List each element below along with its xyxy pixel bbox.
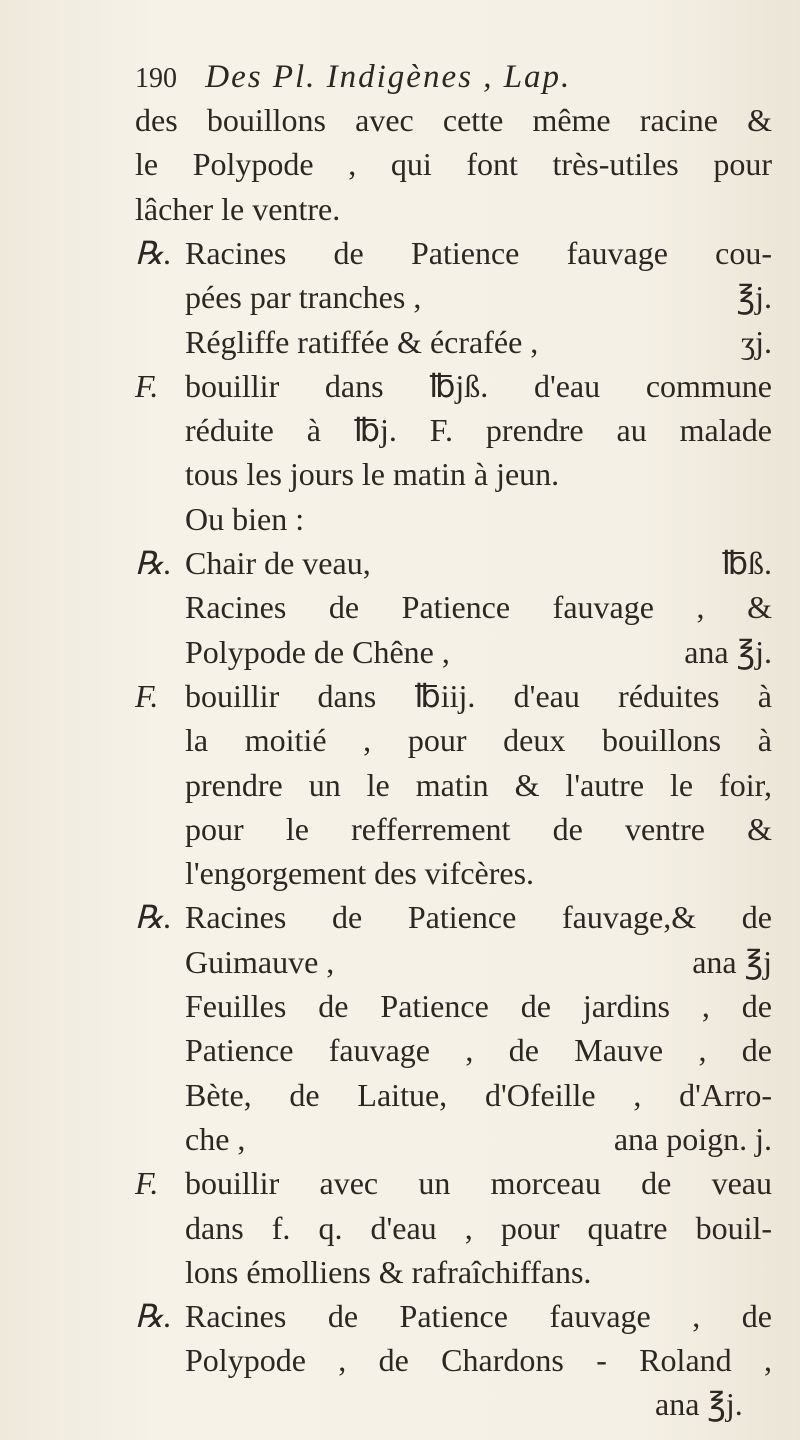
text-line <box>185 1117 772 1161</box>
fiat-mark: F. <box>135 1165 159 1202</box>
line-text: prendre un le matin & l'autre le foir, <box>185 766 772 803</box>
line-text: Polypode de Chêne , <box>185 633 450 670</box>
text-line <box>135 231 772 275</box>
line-text: Guimauve , <box>185 943 335 980</box>
text-line <box>185 320 772 364</box>
text-line <box>135 1161 772 1205</box>
line-text: Racines de Patience fauvage , de <box>185 1298 772 1335</box>
text-line <box>185 984 772 1028</box>
quantity: ℥j. <box>736 279 772 316</box>
text-line <box>135 1294 772 1338</box>
fiat-mark: F. <box>135 677 159 714</box>
line-text: Feuilles de Patience de jardins , de <box>185 988 772 1024</box>
running-header <box>135 52 735 102</box>
text-line <box>185 1250 772 1294</box>
quantity: ʒj. <box>740 323 772 360</box>
text-line <box>185 1028 772 1072</box>
text-line <box>185 408 772 452</box>
text-line <box>185 940 772 984</box>
text-line <box>135 142 772 186</box>
quantity: ana ℥j <box>692 943 772 980</box>
recipe-mark: ℞. <box>135 545 172 581</box>
text-line <box>185 718 772 762</box>
text-line <box>185 497 772 541</box>
text-line <box>185 851 772 895</box>
line-text: le Polypode , qui font très-utiles pour <box>135 146 772 183</box>
line-text: dans f. q. d'eau , pour quatre bouil- <box>185 1209 772 1246</box>
line-text: pées par tranches , <box>185 279 422 316</box>
line-text: Bète, de Laitue, d'Ofeille , d'Arro- <box>185 1076 772 1113</box>
text-line <box>185 630 772 674</box>
line-text: la moitié , pour deux bouillons à <box>185 722 772 759</box>
quantity: ℔ß. <box>721 545 772 581</box>
line-text: che , <box>185 1120 246 1157</box>
line-text: Polypode , de Chardons - Roland , <box>185 1342 772 1379</box>
line-text: Chair de veau, <box>185 545 371 581</box>
text-line <box>135 674 772 718</box>
page-number: 190 <box>135 63 177 94</box>
line-text: Racines de Patience fauvage cou- <box>185 234 772 271</box>
text-line <box>185 585 772 629</box>
text-line <box>135 187 772 231</box>
line-text: Ou bien : <box>185 500 305 537</box>
fiat-mark: F. <box>135 367 159 404</box>
line-text: Racines de Patience fauvage,& de <box>185 899 772 936</box>
recipe-mark: ℞. <box>135 899 172 936</box>
line-text: Régliffe ratiffée & écrafée , <box>185 323 539 360</box>
line-text: Patience fauvage , de Mauve , de <box>185 1032 772 1069</box>
text-line <box>135 895 772 939</box>
line-text: lons émolliens & rafraîchiffans. <box>185 1253 592 1290</box>
line-text: Racines de Patience fauvage , & <box>185 589 772 626</box>
recipe-mark: ℞. <box>135 1298 172 1335</box>
text-line <box>135 541 772 585</box>
line-text: bouillir avec un morceau de veau <box>185 1165 772 1202</box>
quantity: ana poign. j. <box>613 1120 772 1157</box>
line-text: lâcher le ventre. <box>135 190 341 227</box>
text-line <box>185 763 772 807</box>
text-line <box>185 807 772 851</box>
final-quantity: ana ℥j. <box>655 1386 743 1422</box>
text-line <box>185 275 772 319</box>
line-text: des bouillons avec cette même racine & <box>135 102 772 138</box>
text-line <box>185 1073 772 1117</box>
line-text: l'engorgement des vifcères. <box>185 855 535 892</box>
line-text: pour le refferrement de ventre & <box>185 810 772 847</box>
text-line <box>135 364 772 408</box>
line-text: réduite à ℔j. F. prendre au malade <box>185 412 772 449</box>
text-line <box>135 98 772 142</box>
quantity: ana ℥j. <box>684 633 772 670</box>
running-title: Des Pl. Indigènes , Lap. <box>205 59 572 95</box>
text-line <box>185 1206 772 1250</box>
line-text: tous les jours le matin à jeun. <box>185 456 560 493</box>
text-line <box>185 1338 772 1382</box>
text-line <box>185 452 772 496</box>
line-text: bouillir dans ℔iij. d'eau réduites à <box>185 677 772 714</box>
line-text: bouillir dans ℔jß. d'eau commune <box>185 367 772 404</box>
recipe-mark: ℞. <box>135 234 172 271</box>
